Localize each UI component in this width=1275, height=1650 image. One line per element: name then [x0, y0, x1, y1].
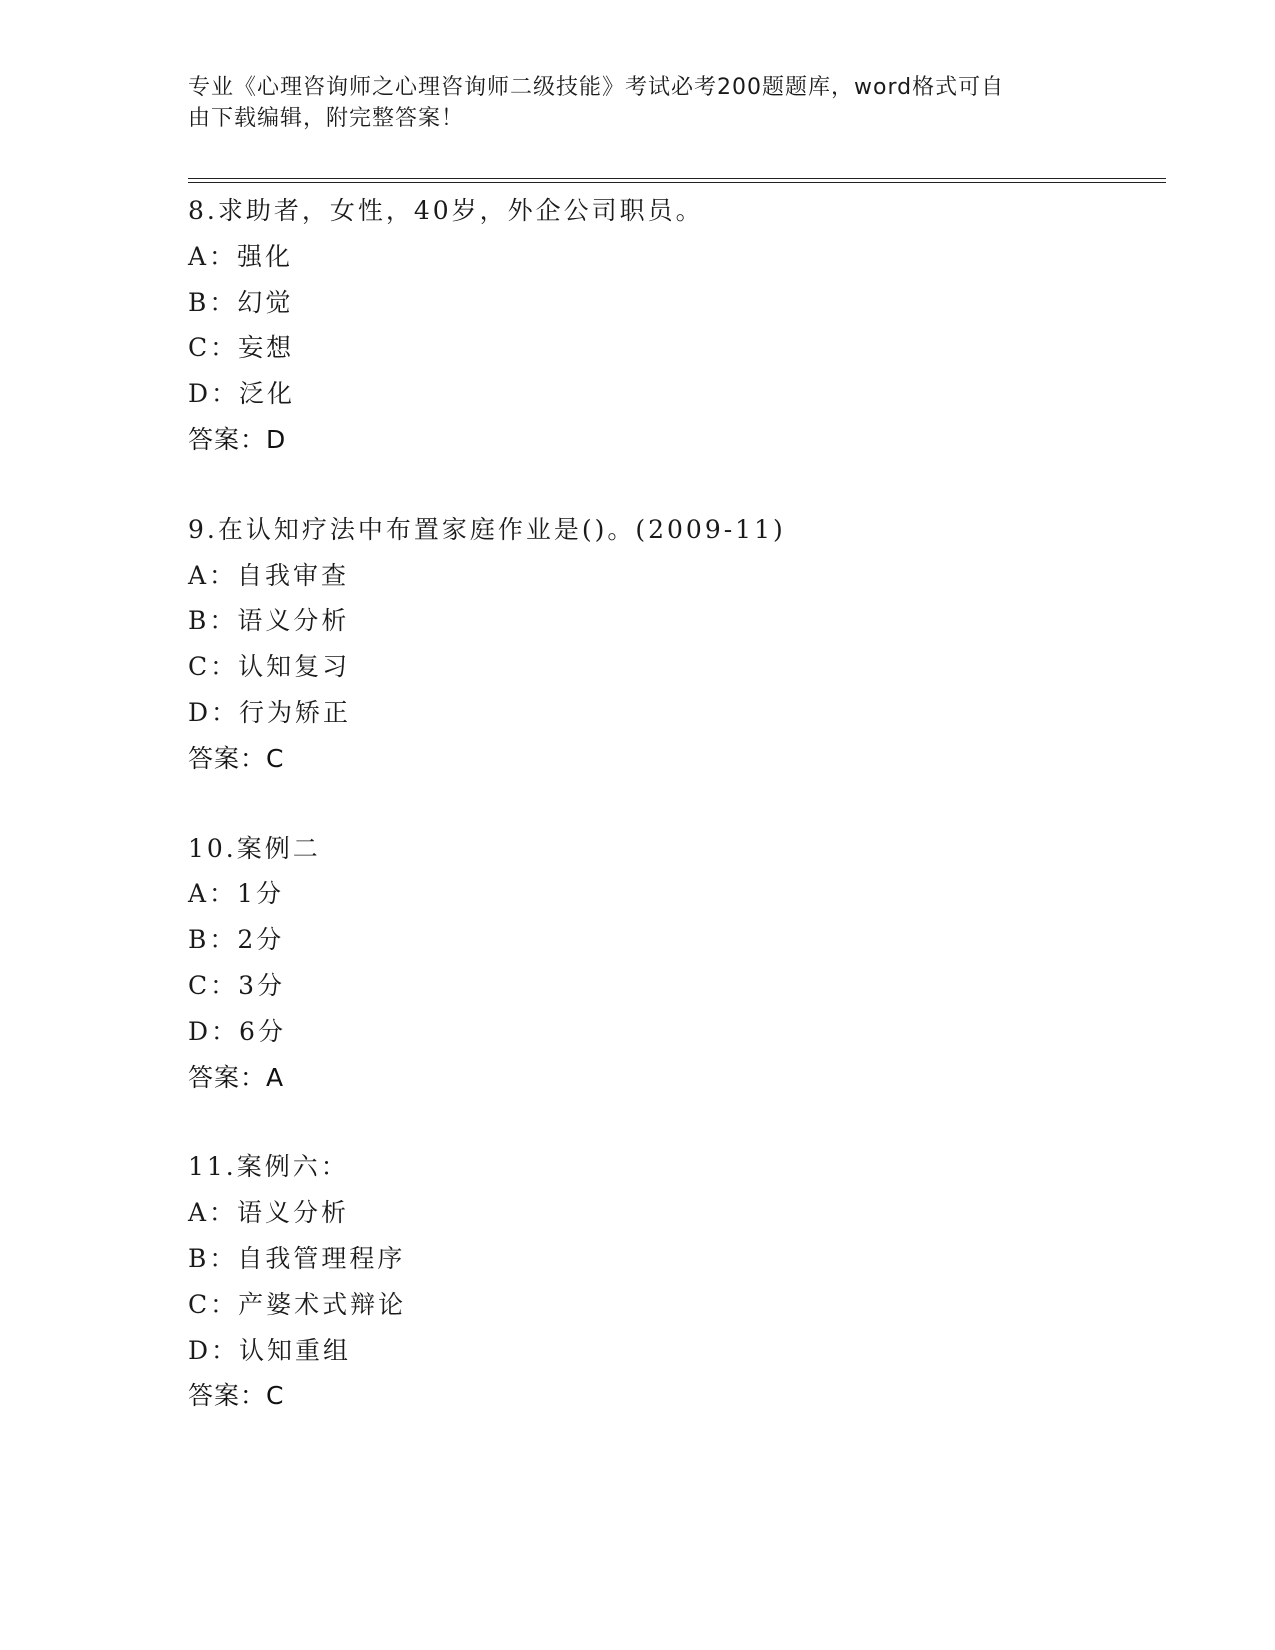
question-item — [188, 826, 1148, 1101]
answer-line: 答案：C — [188, 1381, 285, 1411]
option-d: D：认知重组 — [188, 1335, 352, 1365]
option-c: C：产婆术式辩论 — [188, 1289, 407, 1319]
question-item — [188, 188, 1148, 463]
option-c: C：认知复习 — [188, 652, 351, 682]
option-a: A：自我审查 — [188, 560, 350, 590]
question-stem: 9.在认知疗法中布置家庭作业是()。(2009-11) — [188, 514, 786, 544]
answer-line: 答案：C — [188, 743, 285, 773]
document-header — [188, 72, 1088, 134]
option-d: D：6分 — [188, 1016, 286, 1046]
option-d: D：行为矫正 — [188, 697, 352, 727]
question-stem: 8.求助者，女性，40岁，外企公司职员。 — [188, 196, 704, 225]
option-a: A：语义分析 — [188, 1198, 350, 1228]
option-b: B：2分 — [188, 925, 285, 955]
option-a: A：强化 — [188, 241, 294, 271]
header-line-2: 由下载编辑，附完整答案！ — [188, 106, 465, 131]
question-item — [188, 507, 1148, 782]
option-c: C：妄想 — [188, 333, 295, 363]
answer-line: 答案：A — [188, 1062, 285, 1092]
option-d: D：泛化 — [188, 379, 296, 409]
option-b: B：幻觉 — [188, 287, 294, 317]
question-stem: 11.案例六： — [188, 1152, 349, 1182]
header-divider — [188, 178, 1166, 183]
header-line-1: 专业《心理咨询师之心理咨询师二级技能》考试必考200题题库，word格式可自 — [188, 75, 1005, 100]
option-c: C：3分 — [188, 970, 286, 1000]
option-a: A：1分 — [188, 879, 284, 909]
answer-line: 答案：D — [188, 424, 287, 454]
question-stem: 10.案例二 — [188, 833, 321, 863]
question-list — [188, 188, 1148, 1463]
option-b: B：自我管理程序 — [188, 1243, 406, 1273]
question-item — [188, 1144, 1148, 1419]
option-b: B：语义分析 — [188, 606, 350, 636]
